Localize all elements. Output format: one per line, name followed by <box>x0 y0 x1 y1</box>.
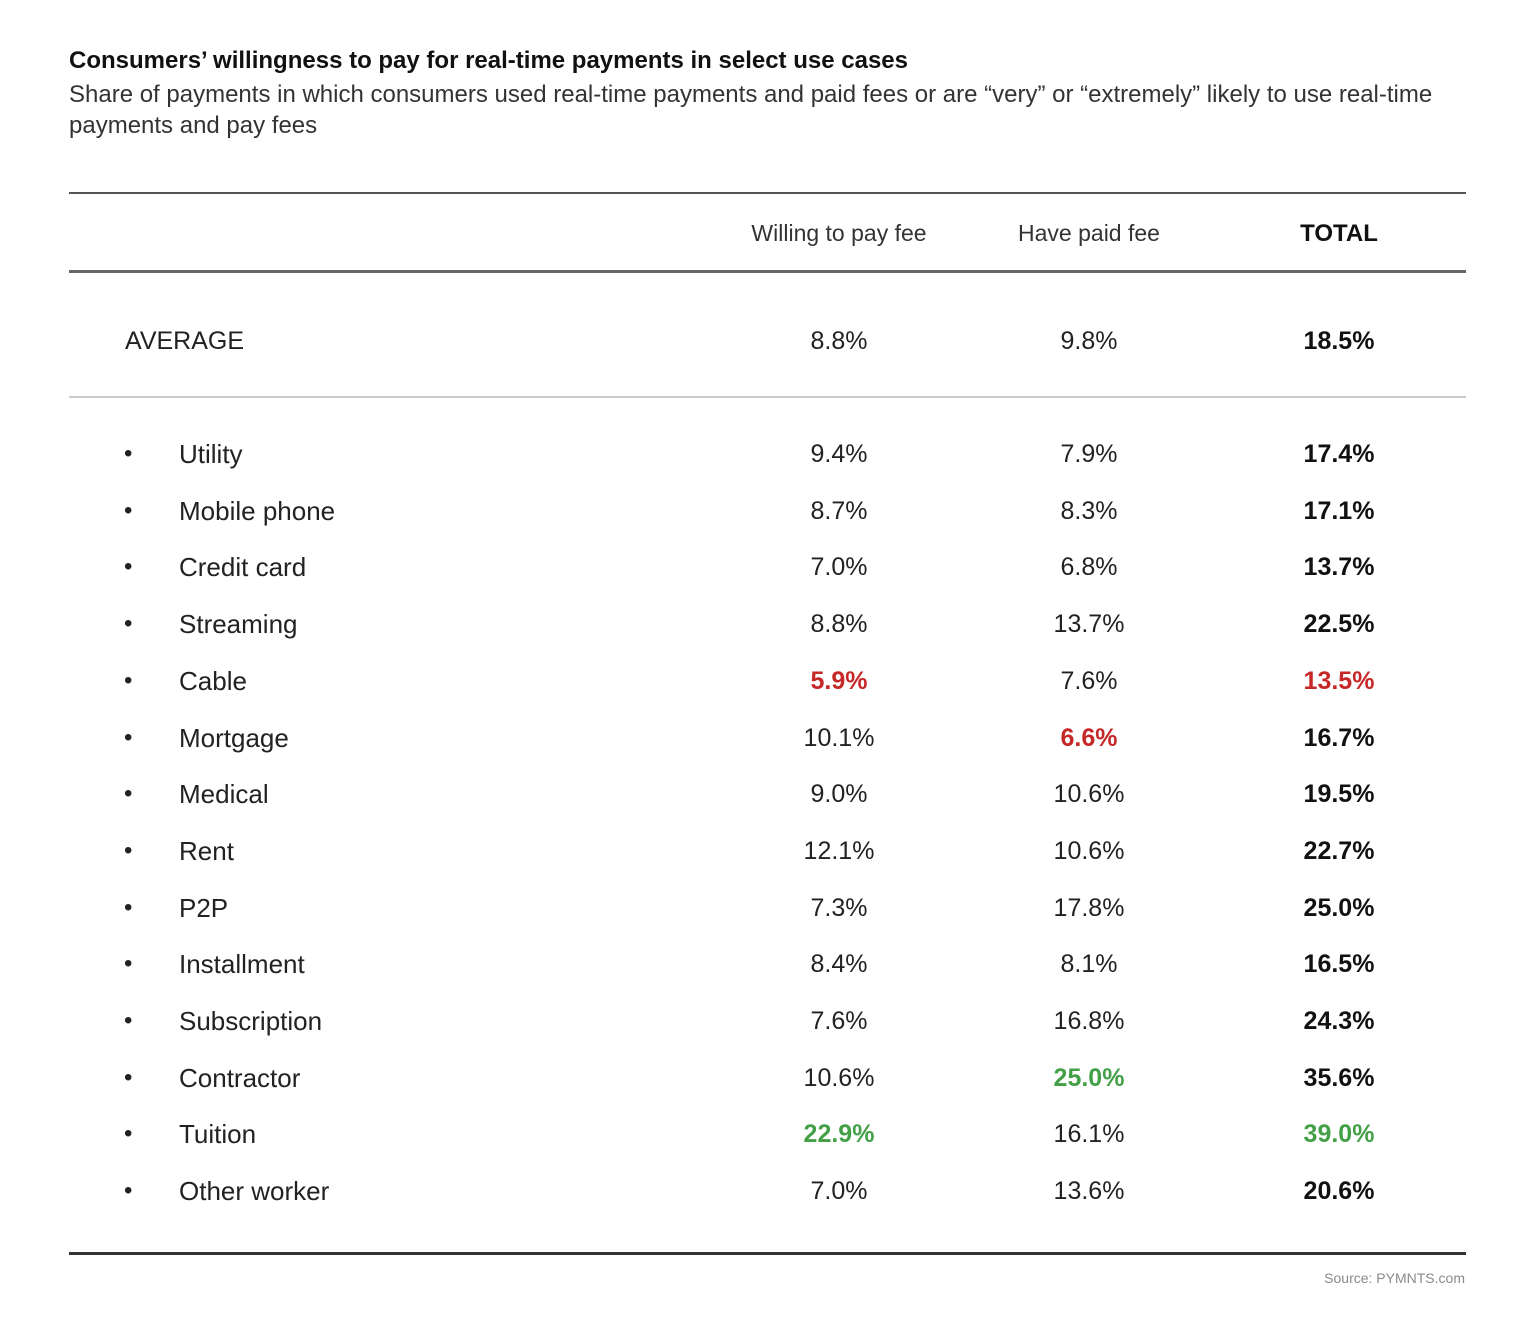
cell-willing: 10.1% <box>803 724 875 752</box>
row-label: Contractor <box>179 1063 301 1093</box>
average-rule <box>69 396 1466 398</box>
cell-total: 39.0% <box>1303 1120 1375 1148</box>
cell-total: 16.7% <box>1303 724 1375 752</box>
bottom-rule <box>69 1252 1466 1255</box>
cell-paid: 7.6% <box>1060 667 1118 695</box>
cell-willing: 9.4% <box>810 440 868 468</box>
cell-total: 25.0% <box>1303 894 1375 922</box>
bullet-icon: • <box>124 950 133 977</box>
bullet-icon: • <box>124 497 133 524</box>
cell-paid: 6.6% <box>1060 724 1118 752</box>
table-row <box>0 1171 1536 1211</box>
cell-total: 35.6% <box>1303 1064 1375 1092</box>
cell-willing: 7.3% <box>810 894 868 922</box>
bullet-icon: • <box>124 553 133 580</box>
cell-paid: 16.8% <box>1053 1007 1125 1035</box>
cell-willing: 5.9% <box>810 667 868 695</box>
row-label: Mobile phone <box>179 496 336 526</box>
top-rule <box>69 192 1466 194</box>
bullet-icon: • <box>124 837 133 864</box>
cell-paid: 10.6% <box>1053 780 1125 808</box>
cell-paid: 6.8% <box>1060 553 1118 581</box>
bullet-icon: • <box>124 724 133 751</box>
table-row <box>0 888 1536 928</box>
cell-paid: 10.6% <box>1053 837 1125 865</box>
row-label: Credit card <box>179 552 307 582</box>
cell-willing: 7.6% <box>810 1007 868 1035</box>
cell-total: 13.5% <box>1303 667 1375 695</box>
table-row <box>0 661 1536 701</box>
average-paid-value: 9.8% <box>1060 327 1118 355</box>
bullet-icon: • <box>124 440 133 467</box>
header-rule <box>69 270 1466 273</box>
cell-paid: 13.6% <box>1053 1177 1125 1205</box>
cell-paid: 17.8% <box>1053 894 1125 922</box>
chart-title: Consumers’ willingness to pay for real-time payments in select use cases <box>69 47 908 74</box>
bullet-icon: • <box>124 1177 133 1204</box>
cell-paid: 16.1% <box>1053 1120 1125 1148</box>
cell-total: 24.3% <box>1303 1007 1375 1035</box>
cell-total: 20.6% <box>1303 1177 1375 1205</box>
bullet-icon: • <box>124 894 133 921</box>
cell-willing: 7.0% <box>810 1177 868 1205</box>
row-label: P2P <box>179 893 229 923</box>
bullet-icon: • <box>124 1007 133 1034</box>
row-label: Mortgage <box>179 723 289 753</box>
row-label: Rent <box>179 836 234 866</box>
row-label: Utility <box>179 439 243 469</box>
table-row <box>0 434 1536 474</box>
source-note: Source: PYMNTS.com <box>1324 1270 1465 1286</box>
cell-paid: 8.3% <box>1060 497 1118 525</box>
average-total-value: 18.5% <box>1303 327 1375 355</box>
cell-willing: 8.4% <box>810 950 868 978</box>
cell-willing: 8.8% <box>810 610 868 638</box>
cell-paid: 25.0% <box>1053 1064 1125 1092</box>
row-label: Streaming <box>179 609 298 639</box>
table-row <box>0 1001 1536 1041</box>
average-row <box>0 321 1536 361</box>
row-label: Medical <box>179 779 269 809</box>
bullet-icon: • <box>124 1120 133 1147</box>
table-row <box>0 774 1536 814</box>
table-row <box>0 944 1536 984</box>
column-header-paid: Have paid fee <box>1018 220 1160 246</box>
table-row <box>0 718 1536 758</box>
cell-total: 17.4% <box>1303 440 1375 468</box>
cell-willing: 8.7% <box>810 497 868 525</box>
table-row <box>0 1058 1536 1098</box>
bullet-icon: • <box>124 1064 133 1091</box>
bullet-icon: • <box>124 667 133 694</box>
bullet-icon: • <box>124 610 133 637</box>
cell-willing: 7.0% <box>810 553 868 581</box>
column-header-willing: Willing to pay fee <box>751 220 927 246</box>
cell-total: 22.7% <box>1303 837 1375 865</box>
cell-total: 19.5% <box>1303 780 1375 808</box>
table-row <box>0 831 1536 871</box>
table-row <box>0 604 1536 644</box>
table-row <box>0 547 1536 587</box>
cell-willing: 9.0% <box>810 780 868 808</box>
cell-paid: 13.7% <box>1053 610 1125 638</box>
cell-total: 22.5% <box>1303 610 1375 638</box>
average-willing-value: 8.8% <box>810 327 868 355</box>
row-label: Cable <box>179 666 247 696</box>
cell-willing: 22.9% <box>803 1120 875 1148</box>
cell-total: 17.1% <box>1303 497 1375 525</box>
table-row <box>0 1114 1536 1154</box>
bullet-icon: • <box>124 780 133 807</box>
column-header-total: TOTAL <box>1300 220 1378 247</box>
row-label: Subscription <box>179 1006 323 1036</box>
cell-willing: 10.6% <box>803 1064 875 1092</box>
cell-paid: 8.1% <box>1060 950 1118 978</box>
row-label: Installment <box>179 949 305 979</box>
table-row <box>0 491 1536 531</box>
row-label: Tuition <box>179 1119 257 1149</box>
chart-subtitle: Share of payments in which consumers used real-time payments and paid fees or are “very” or “extremely” likely to use real-time payments and pay fees <box>69 81 1433 139</box>
cell-willing: 12.1% <box>803 837 875 865</box>
average-label: AVERAGE <box>125 327 245 355</box>
cell-total: 13.7% <box>1303 553 1375 581</box>
cell-paid: 7.9% <box>1060 440 1118 468</box>
cell-total: 16.5% <box>1303 950 1375 978</box>
row-label: Other worker <box>179 1176 330 1206</box>
